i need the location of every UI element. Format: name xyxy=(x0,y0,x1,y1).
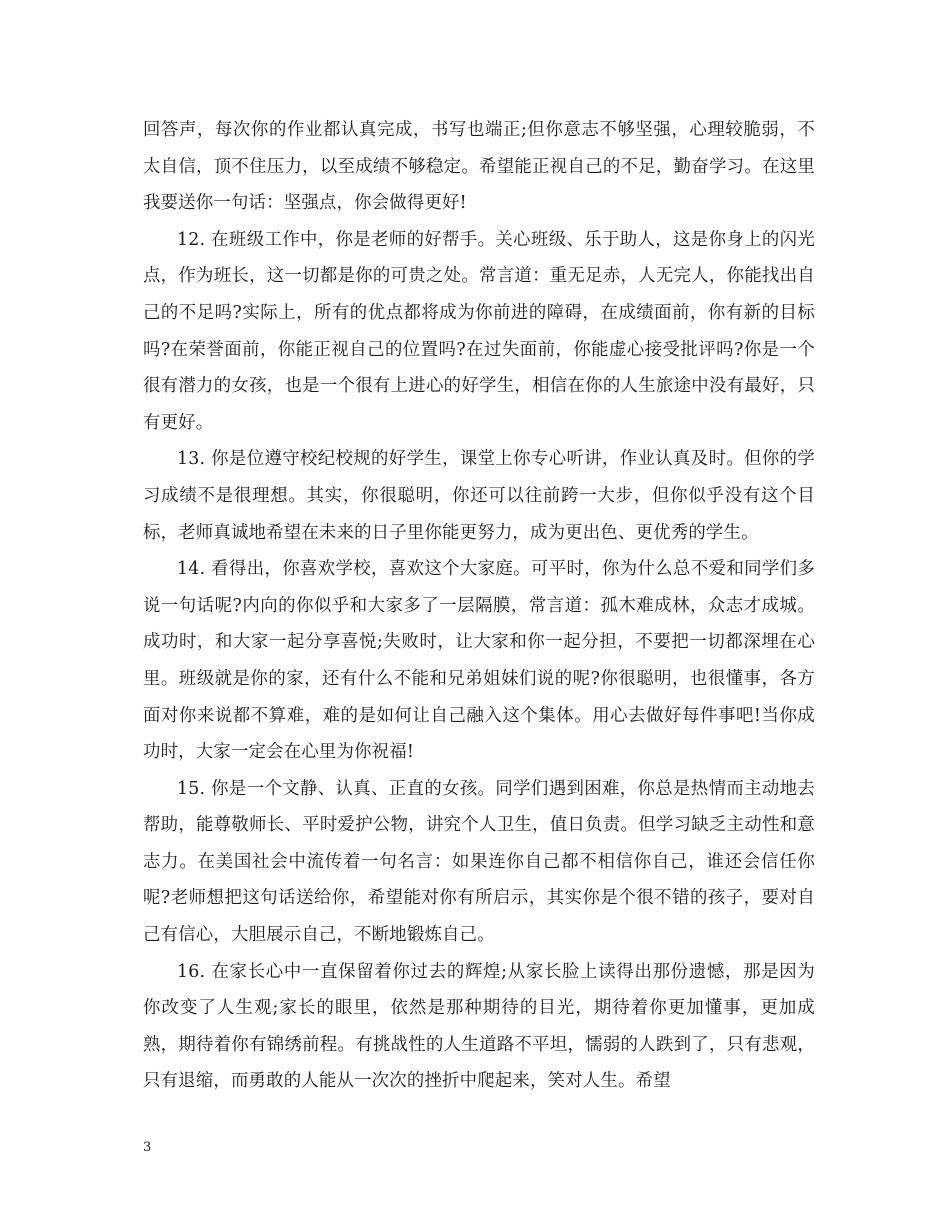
paragraph-item-13: 13. 你是位遵守校纪校规的好学生，课堂上你专心听讲，作业认真及时。但你的学习成绩不是很理想。其实，你很聪明，你还可以往前跨一大步，但你似乎没有这个目标，老师真诚地希望在未来的日子里你能更努力，成为更出色、更优秀的学生。 xyxy=(143,449,815,543)
paragraph-item-14: 14. 看得出，你喜欢学校，喜欢这个大家庭。可平时，你为什么总不爱和同学们多说一句话呢?内向的你似乎和大家多了一层隔膜，常言道：孤木难成林，众志才成城。成功时，和大家一起分享喜悦;失败时，让大家和你一起分担，不要把一切都深埋在心里。班级就是你的家，还有什么不能和兄弟姐妹们说的呢?你很聪明，也很懂事，各方面对你来说都不算难，难的是如何让自己融入这个集体。用心去做好每件事吧!当你成功时，大家一定会在心里为你祝福! xyxy=(143,559,815,763)
paragraph-item-12: 12. 在班级工作中，你是老师的好帮手。关心班级、乐于助人，这是你身上的闪光点，作为班长，这一切都是你的可贵之处。常言道：重无足赤，人无完人，你能找出自己的不足吗?实际上，所有的优点都将成为你前进的障碍，在成绩面前，你有新的目标吗?在荣誉面前，你能正视自己的位置吗?在过失面前，你能虚心接受批评吗?你是一个很有潜力的女孩，也是一个很有上进心的好学生，相信在你的人生旅途中没有最好，只有更好。 xyxy=(143,229,815,433)
paragraph-item-16: 16. 在家长心中一直保留着你过去的辉煌;从家长脸上读得出那份遗憾，那是因为你改变了人生观;家长的眼里，依然是那种期待的目光，期待着你更加懂事，更加成熟，期待着你有锦绣前程。有挑战性的人生道路不平坦，懦弱的人跌到了，只有悲观，只有退缩，而勇敢的人能从一次次的挫折中爬起来，笑对人生。希望 xyxy=(143,961,815,1092)
paragraph-item-15: 15. 你是一个文静、认真、正直的女孩。同学们遇到困难，你总是热情而主动地去帮助，能尊敬师长、平时爱护公物，讲究个人卫生，值日负责。但学习缺乏主动性和意志力。在美国社会中流传着一句名言：如果连你自己都不相信你自己，谁还会信任你呢?老师想把这句话送给你，希望能对你有所启示，其实你是个很不错的孩子，要对自己有信心，大胆展示自己，不断地锻炼自己。 xyxy=(143,778,815,946)
page-number: 3 xyxy=(143,1140,152,1155)
document-body xyxy=(143,112,815,1100)
paragraph-continuation: 回答声，每次你的作业都认真完成，书写也端正;但你意志不够坚强，心理较脆弱，不太自信，顶不住压力，以至成绩不够稳定。希望能正视自己的不足，勤奋学习。在这里我要送你一句话：坚强点，你会做得更好! xyxy=(143,120,815,214)
